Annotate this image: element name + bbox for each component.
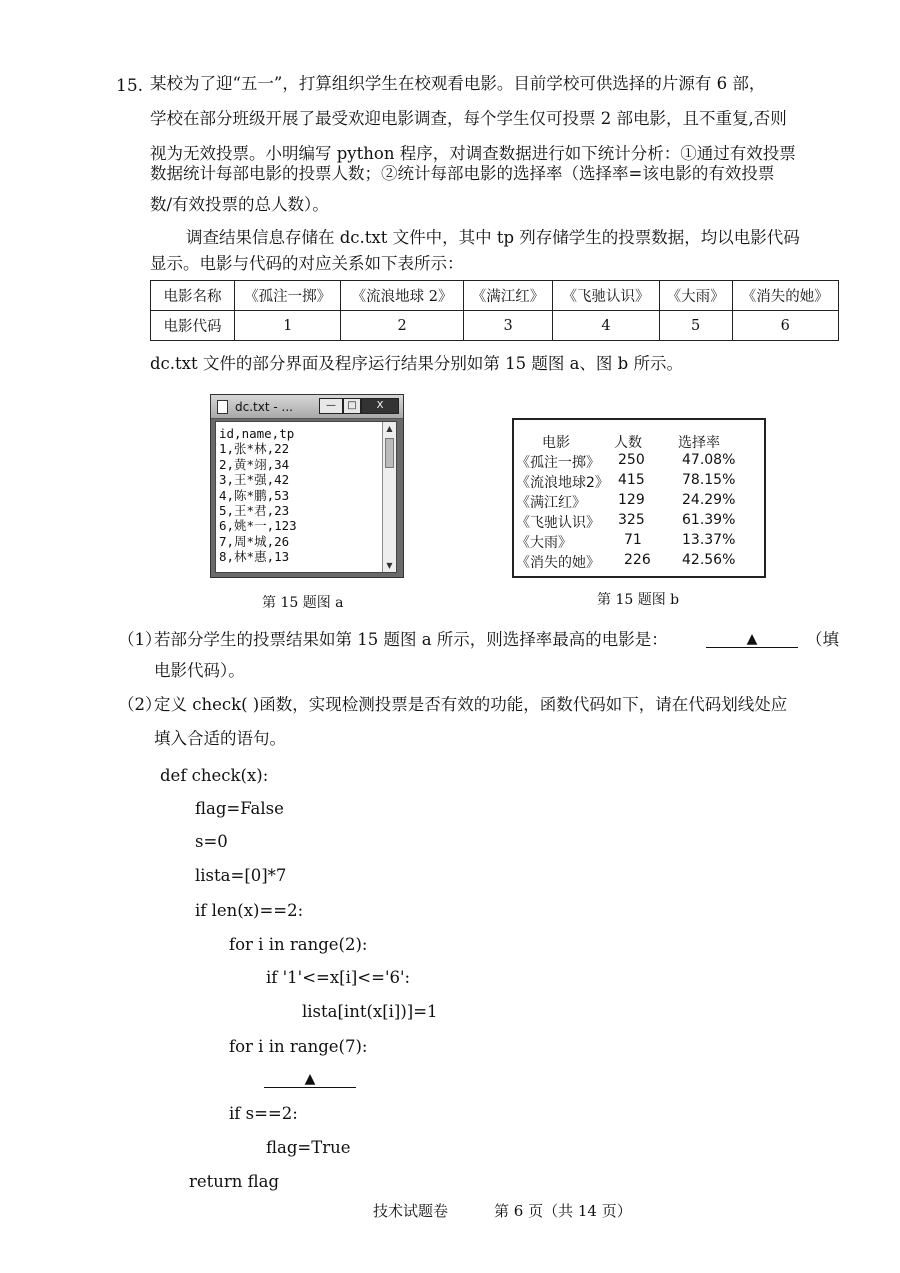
movie-code-cell: 6 [732,311,838,341]
file-line: id,name,tp [219,426,295,441]
code-line: lista[int(x[i])]=1 [302,1002,438,1021]
movie-code-cell: 5 [659,311,732,341]
window-title-bar [211,395,403,419]
code-line: for i in range(2): [229,935,368,954]
movie-name-cell: 《满江红》 [463,281,553,311]
notepad-text-area[interactable] [215,421,397,573]
result-movie: 《消失的她》 [516,555,600,571]
answer-blank-1[interactable]: ▲ [706,631,798,648]
code-line: flag=True [266,1138,351,1157]
code-line: if s==2: [229,1104,298,1123]
file-content [219,426,297,565]
footer-subject: 技术试题卷 [373,1202,449,1220]
file-line: 8,林*惠,13 [219,549,290,565]
survey-line-1: 调查结果信息存储在 dc.txt 文件中，其中 tp 列存储学生的投票数据，均以电影代码 [186,228,800,247]
file-line: 4,陈*鹏,53 [219,487,290,503]
result-header-count: 人数 [614,435,642,451]
code-line: return flag [189,1172,280,1191]
code-line: lista=[0]*7 [195,866,287,885]
code-line: for i in range(7): [229,1037,368,1056]
code-line: flag=False [195,799,284,818]
result-rate: 78.15% [682,472,736,488]
sub1-line2: 电影代码）。 [154,661,245,680]
code-line: if len(x)==2: [195,901,304,920]
result-rate: 42.56% [682,552,736,568]
scroll-down-icon[interactable]: ▼ [386,561,393,570]
question-intro-line-3: 视为无效投票。小明编写 python 程序，对调查数据进行如下统计分析：①通过有效投票 [150,144,796,163]
movie-code-cell: 1 [235,311,341,341]
movie-name-cell: 《大雨》 [659,281,732,311]
file-line: 7,周*城,26 [219,533,290,549]
answer-blank-2[interactable]: ▲ [264,1071,356,1088]
close-button[interactable]: X [361,398,399,414]
movie-code-cell: 2 [341,311,463,341]
question-intro-line-1: 某校为了迎“五一”，打算组织学生在校观看电影。目前学校可供选择的片源有 6 部， [150,74,766,93]
result-count: 71 [624,532,642,548]
result-rate: 13.37% [682,532,736,548]
result-count: 250 [618,452,645,468]
result-movie: 《大雨》 [516,535,572,551]
result-movie: 《满江红》 [516,495,586,511]
result-count: 325 [618,512,645,528]
question-number: 15. [116,76,144,96]
figure-b-caption: 第 15 题图 b [597,592,680,608]
file-line: 3,王*强,42 [219,472,290,488]
figure-a-caption: 第 15 题图 a [262,595,344,611]
movie-code-table [150,280,839,341]
movie-name-cell: 《孤注一掷》 [235,281,341,311]
sub1-text: 若部分学生的投票结果如第 15 题图 a 所示，则选择率最高的电影是： [154,630,668,649]
maximize-button[interactable]: □ [343,398,361,414]
file-line: 1,张*林,22 [219,441,290,457]
movie-name-header: 电影名称 [151,281,235,311]
table-row [151,281,839,311]
file-line: 2,黄*翊,34 [219,456,290,472]
question-intro-line-2: 学校在部分班级开展了最受欢迎电影调查，每个学生仅可投票 2 部电影，且不重复,否则 [150,109,787,128]
scroll-up-icon[interactable]: ▲ [386,424,393,433]
result-count: 226 [624,552,651,568]
code-line: def check(x): [160,766,269,785]
notepad-window [210,394,404,578]
minimize-button[interactable]: — [319,398,343,414]
movie-name-cell: 《消失的她》 [732,281,838,311]
figure-intro: dc.txt 文件的部分界面及程序运行结果分别如第 15 题图 a、图 b 所示。 [150,354,683,373]
result-rate: 61.39% [682,512,736,528]
movie-code-header: 电影代码 [151,311,235,341]
code-line: s=0 [195,832,228,851]
sub1-label: （1） [118,630,162,649]
window-title: dc.txt - ... [235,400,293,414]
sub2-label: （2） [118,695,162,714]
result-movie: 《孤注一掷》 [516,455,600,471]
sub2-line2: 填入合适的语句。 [154,729,286,748]
table-row [151,311,839,341]
file-line: 6,姚*一,123 [219,518,297,534]
result-movie: 《流浪地球2》 [516,475,609,491]
result-count: 415 [618,472,645,488]
scroll-thumb[interactable] [385,438,394,468]
code-line: if '1'<=x[i]<='6': [266,968,411,987]
result-count: 129 [618,492,645,508]
movie-name-cell: 《流浪地球 2》 [341,281,463,311]
result-output-box [512,418,766,578]
result-movie: 《飞驰认识》 [516,515,600,531]
result-header-movie: 电影 [542,435,570,451]
movie-code-cell: 3 [463,311,553,341]
movie-name-cell: 《飞驰认识》 [553,281,659,311]
notepad-icon [217,400,228,414]
question-intro-line-5: 数/有效投票的总人数）。 [150,195,329,214]
sub1-tail: （填 [806,630,839,649]
result-rate: 24.29% [682,492,736,508]
question-intro-line-4: 数据统计每部电影的投票人数；②统计每部电影的选择率（选择率=该电影的有效投票 [150,164,775,183]
survey-line-2: 显示。电影与代码的对应关系如下表所示： [150,254,464,273]
result-header-rate: 选择率 [678,435,720,451]
footer-page-number: 第 6 页（共 14 页） [494,1202,632,1220]
result-rate: 47.08% [682,452,736,468]
file-line: 5,王*君,23 [219,503,290,519]
vertical-scrollbar[interactable] [382,422,396,572]
sub2-text: 定义 check( )函数，实现检测投票是否有效的功能，函数代码如下，请在代码划线处应 [154,695,788,714]
movie-code-cell: 4 [553,311,659,341]
